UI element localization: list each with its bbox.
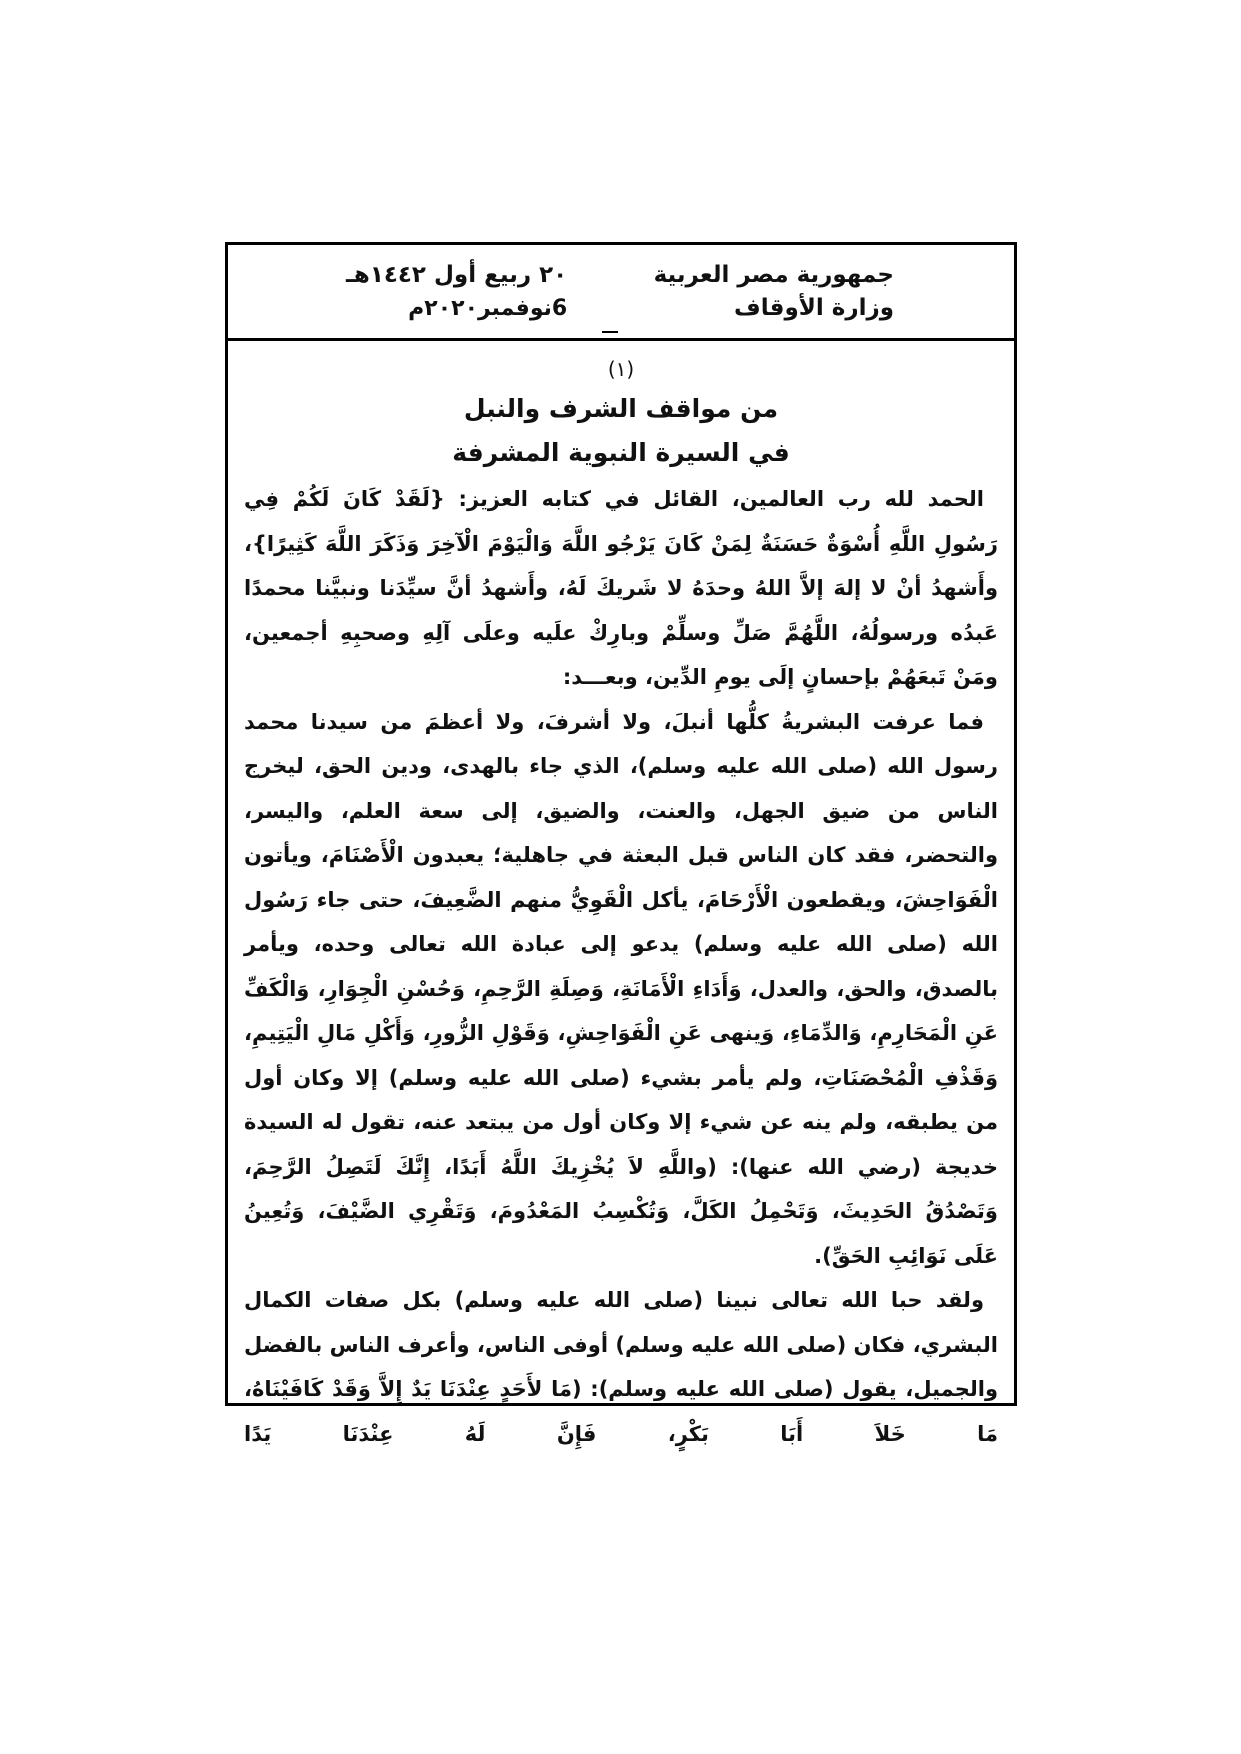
paragraph-intro: الحمد لله رب العالمين، القائل في كتابه العزيز: {لَقَدْ كَانَ لَكُمْ فِي رَسُولِ اللَّهِ أُسْوَةٌ حَسَنَةٌ لِمَنْ كَانَ يَرْجُو اللَّهَ وَالْيَوْمَ الْآخِرَ وَذَكَرَ اللَّهَ كَثِيرًا}، وأَشهدُ أنْ لا إلهَ إلاَّ اللهُ وحدَهُ لا شَريكَ لَهُ، وأَشهدُ أنَّ سيِّدَنا ونبيَّنا محمدًا عَبدُه ورسولُهُ، اللَّهُمَّ صَلِّ وسلِّمْ وبارِكْ علَيه وعلَى آلِهِ وصحبِهِ أجمعين، ومَنْ تَبعَهُمْ بإحسانٍ إلَى يومِ الدِّين، وبعـــد: bbox=[244, 487, 998, 689]
sermon-subtitle: في السيرة النبوية المشرفة bbox=[452, 438, 790, 467]
paragraph-main: فما عرفت البشريةُ كلُّها أنبلَ، ولا أشرفَ، ولا أعظمَ من سيدنا محمد رسول الله (صلى الله عليه وسلم)، الذي جاء بالهدى، ودين الحق، ليخرج الناس من ضيق الجهل، والعنت، والضيق، إلى سعة العلم، واليسر، والتحضر، فقد كان الناس قبل البعثة في جاهلية؛ يعبدون الْأَصْنَامَ، ويأتون الْفَوَاحِشَ، ويقطعون الْأَرْحَامَ، يأكل الْقَوِيُّ منهم الضَّعِيفَ، حتى جاء رَسُول الله (صلى الله عليه وسلم) يدعو إلى عبادة الله تعالى وحده، ويأمر بالصدق، والحق، والعدل، وَأَدَاءِ الْأَمَانَةِ، وَصِلَةِ الرَّحِمِ، وَحُسْنِ الْجِوَارِ، وَالْكَفِّ عَنِ الْمَحَارِمِ، وَالدِّمَاءِ، وَينهى عَنِ الْفَوَاحِشِ، وَقَوْلِ الزُّورِ، وَأَكْلِ مَالِ الْيَتِيمِ، وَقَذْفِ الْمُحْصَنَاتِ، ولم يأمر بشيء (صلى الله عليه وسلم) إلا وكان أول من يطبقه، ولم ينه عن شيء إلا وكان أول من يبتعد عنه، تقول له السيدة خديجة (رضي الله عنها): (واللَّهِ لاَ يُخْزِيكَ اللَّهُ أَبَدًا، إِنَّكَ لَتَصِلُ الرَّحِمَ، وَتَصْدُقُ الحَدِيثَ، وَتَحْمِلُ الكَلَّ، وَتُكْسِبُ المَعْدُومَ، وَتَقْرِي الضَّيْفَ، وَتُعِينُ عَلَى نَوَائِبِ الحَقِّ). bbox=[244, 709, 998, 1268]
sermon-title: من مواقف الشرف والنبل bbox=[463, 394, 779, 423]
document-body bbox=[244, 341, 998, 1456]
paragraph-continued: ولقد حبا الله تعالى نبينا (صلى الله عليه وسلم) بكل صفات الكمال البشري، فكان (صلى الله عليه وسلم) أوفى الناس، وأعرف الناس بالفضل والجميل، يقول (صلى الله عليه وسلم): (مَا لأَحَدٍ عِنْدَنَا يَدٌ إِلاَّ وَقَدْ كَافَيْنَاهُ، مَا خَلاَ أَبَا بَكْرٍ، فَإِنَّ لَهُ عِنْدَنَا يَدًا bbox=[244, 1288, 998, 1446]
hijri-date: ٢٠ ربيع أول ١٤٤٢هـ bbox=[346, 262, 568, 288]
country-name: جمهورية مصر العربية bbox=[653, 262, 894, 288]
letterhead bbox=[228, 245, 1014, 341]
page-number: (١) bbox=[607, 357, 635, 381]
ministry-name: وزارة الأوقاف bbox=[734, 295, 894, 321]
header-dash bbox=[602, 331, 618, 333]
date-block bbox=[346, 259, 567, 325]
issuer-block bbox=[654, 259, 894, 325]
gregorian-date: 6نوفمبر٢٠٢٠م bbox=[408, 296, 568, 321]
sermon-text bbox=[244, 477, 998, 1456]
document-frame bbox=[225, 242, 1017, 1446]
